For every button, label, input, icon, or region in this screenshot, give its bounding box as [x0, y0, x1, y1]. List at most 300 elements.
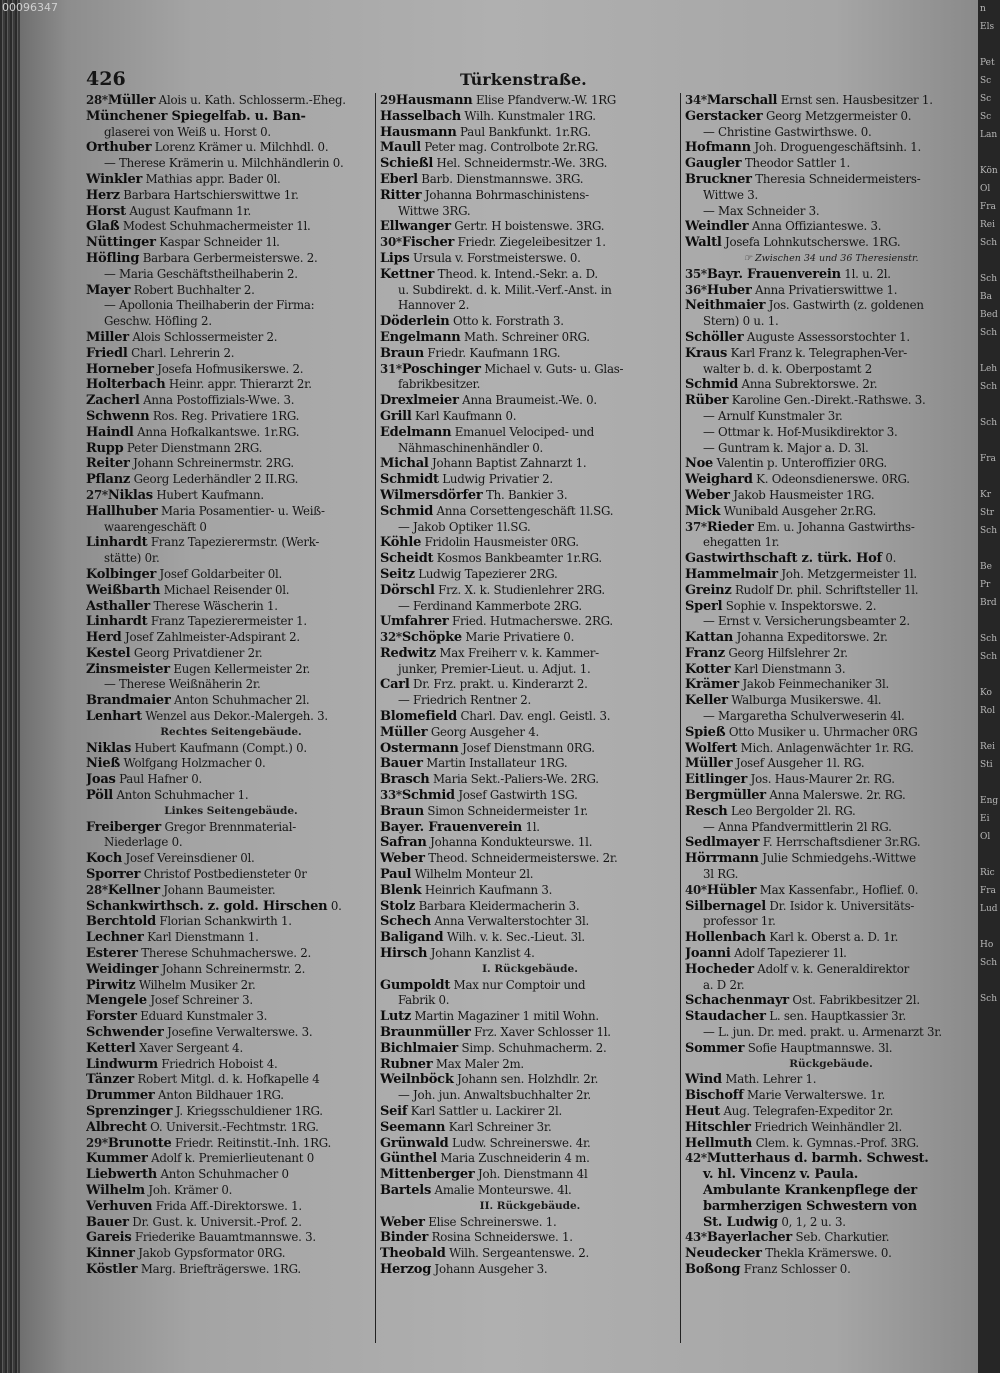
- directory-entry: [685, 867, 977, 883]
- directory-entry: [86, 314, 376, 330]
- house-number: 43*: [685, 1230, 707, 1245]
- directory-entry: [86, 914, 376, 930]
- directory-entry: [86, 835, 376, 851]
- resident-details: Max Freiherr v. k. Kammer-: [435, 645, 599, 660]
- resident-name: Liebwerth: [86, 1167, 157, 1183]
- directory-entry: [685, 693, 977, 709]
- facing-page-fragment: n: [980, 4, 986, 14]
- directory-entry: [86, 377, 376, 393]
- resident-details: Barbara Gerbermeisterswe. 2.: [139, 250, 318, 265]
- directory-entry: [380, 188, 680, 204]
- directory-entry: [380, 520, 680, 536]
- directory-entry: [685, 156, 977, 172]
- resident-details: Joh. Dienstmann 4l: [474, 1167, 588, 1182]
- resident-details: Johann Kanzlist 4.: [427, 946, 535, 961]
- resident-name: Wilmersdörfer: [380, 487, 483, 503]
- directory-entry: [86, 346, 376, 362]
- resident-details: Kosmos Bankbeamter 1r.RG.: [433, 551, 602, 566]
- facing-page-fragment: Rei: [980, 220, 995, 230]
- resident-name: Theobald: [380, 1246, 446, 1262]
- resident-details: fabrikbesitzer.: [398, 377, 481, 392]
- directory-entry: [380, 772, 680, 788]
- column-1: [86, 93, 376, 1363]
- facing-page-fragment: [978, 36, 1000, 54]
- resident-name: Pflanz: [86, 472, 131, 488]
- facing-page-fragment: [978, 972, 1000, 990]
- resident-name: Sommer: [685, 1040, 745, 1056]
- facing-page-fragment: Fra: [980, 454, 996, 464]
- resident-details: Josef Goldarbeiter 0l.: [156, 566, 283, 581]
- directory-entry: [86, 1072, 376, 1088]
- directory-entry: [86, 1104, 376, 1120]
- section-heading: Rechtes Seitengebäude.: [160, 725, 302, 738]
- resident-details: — Ferdinand Kammerbote 2RG.: [398, 598, 582, 613]
- resident-name: Engelmann: [380, 329, 461, 345]
- resident-details: Dr. Gust. k. Universit.-Prof. 2.: [128, 1214, 302, 1229]
- column-rule: [680, 93, 681, 1343]
- directory-entry: [380, 488, 680, 504]
- resident-name: Köstler: [86, 1261, 138, 1277]
- directory-entry: [380, 851, 680, 867]
- directory-entry: [86, 535, 376, 551]
- directory-entry: [86, 109, 376, 125]
- resident-details: Friedrich Weinhändler 2l.: [750, 1119, 902, 1134]
- directory-entry: [380, 140, 680, 156]
- resident-name: Heut: [685, 1104, 721, 1119]
- facing-page-fragment: Be: [980, 562, 992, 572]
- directory-entry: [380, 1072, 680, 1088]
- resident-name: Gastwirthschaft z. türk. Hof: [685, 551, 882, 567]
- directory-entry: [685, 314, 977, 330]
- directory-entry: [86, 788, 376, 804]
- directory-entry: [685, 851, 977, 867]
- resident-name: Müller: [380, 724, 428, 740]
- directory-entry: [685, 583, 977, 599]
- directory-entry: [380, 930, 680, 946]
- directory-entry: [380, 978, 680, 994]
- resident-name: Tänzer: [86, 1072, 134, 1088]
- resident-details: u. Subdirekt. d. k. Milit.-Verf.-Anst. in: [398, 282, 612, 297]
- resident-details: Josefa Lohnkutscherswe. 1RG.: [721, 235, 901, 250]
- directory-entry: [86, 662, 376, 678]
- directory-entry: [380, 1025, 680, 1041]
- directory-entry: [86, 1167, 376, 1183]
- directory-entry: [685, 472, 977, 488]
- resident-details: 3l RG.: [703, 867, 739, 882]
- resident-name: Stolz: [380, 898, 416, 914]
- resident-details: Therese Wäscherin 1.: [150, 598, 278, 613]
- resident-details: Josefa Hofmusikerswe. 2.: [153, 361, 304, 376]
- resident-name: Schmid: [380, 503, 434, 519]
- directory-entry: [380, 1167, 680, 1183]
- resident-name: Herd: [86, 630, 122, 646]
- resident-details: Wunibald Ausgeher 2r.RG.: [720, 503, 876, 518]
- resident-name: Kattan: [685, 630, 734, 646]
- resident-name: Zacherl: [86, 393, 140, 409]
- directory-entry: [380, 788, 680, 804]
- resident-details: Anton Schuhmacher 1.: [112, 788, 249, 803]
- resident-details: Paul Hafner 0.: [115, 772, 203, 787]
- directory-entry: [86, 1230, 376, 1246]
- resident-details: — Margaretha Schulverweserin 4l.: [703, 709, 905, 724]
- directory-entry: [380, 599, 680, 615]
- directory-entry: [86, 677, 376, 693]
- directory-entry: [685, 1262, 977, 1278]
- resident-name: Rieder: [706, 519, 754, 535]
- directory-entry: [380, 583, 680, 599]
- directory-entry: [86, 267, 376, 283]
- facing-page-edge: [978, 0, 1000, 1373]
- directory-entry: [685, 614, 977, 630]
- resident-details: Clem. k. Gymnas.-Prof. 3RG.: [752, 1135, 919, 1150]
- resident-details: Michael v. Guts- u. Glas-: [480, 361, 624, 376]
- house-number: 29*: [86, 1135, 108, 1150]
- resident-details: Alois u. Kath. Schlosserm.-Eheg.: [155, 93, 346, 107]
- directory-entry: [380, 1183, 680, 1199]
- facing-page-fragment: Ei: [980, 814, 990, 824]
- resident-details: Johanna Expeditorswe. 2r.: [733, 630, 888, 645]
- resident-name: Mutterhaus d. barmh. Schwest.: [706, 1151, 929, 1167]
- resident-details: Auguste Assessorstochter 1.: [743, 329, 910, 344]
- directory-entry: [380, 899, 680, 915]
- resident-details: Friedr. Ziegeleibesitzer 1.: [454, 235, 606, 250]
- directory-entry: [380, 1262, 680, 1278]
- directory-entry: [685, 677, 977, 693]
- facing-page-fragment: Ho: [980, 940, 994, 950]
- resident-details: 0.: [881, 551, 897, 566]
- resident-name: Glaß: [86, 219, 120, 235]
- directory-entry: [685, 298, 977, 314]
- resident-name: Bichlmaier: [380, 1040, 458, 1056]
- directory-entry: [380, 883, 680, 899]
- resident-details: 1l. u. 2l.: [840, 266, 891, 281]
- resident-name: Ambulante Krankenpflege der: [703, 1182, 917, 1198]
- resident-name: Köhle: [380, 535, 422, 551]
- resident-details: Peter Dienstmann 2RG.: [123, 440, 263, 455]
- resident-details: F. Herrschaftsdiener 3r.RG.: [759, 835, 921, 850]
- resident-details: Niederlage 0.: [104, 835, 183, 850]
- directory-entry: [685, 1104, 977, 1120]
- resident-name: Paul: [380, 867, 412, 883]
- resident-details: Theresia Schneidermeisters-: [751, 171, 921, 186]
- resident-details: Heinr. appr. Thierarzt 2r.: [165, 377, 312, 392]
- resident-name: Schöpke: [401, 630, 462, 646]
- resident-details: 0, 1, 2 u. 3.: [777, 1214, 846, 1229]
- directory-entry: [86, 472, 376, 488]
- resident-details: Th. Bankier 3.: [482, 487, 568, 502]
- directory-entry: [86, 567, 376, 583]
- directory-entry: [685, 283, 977, 299]
- directory-page: [20, 0, 978, 1373]
- facing-page-fragment: Sch: [980, 652, 998, 662]
- directory-entry: [86, 630, 376, 646]
- resident-name: Sedlmayer: [685, 835, 760, 851]
- resident-details: Ludwig Tapezierer 2RG.: [414, 566, 558, 581]
- directory-entry: [685, 756, 977, 772]
- resident-name: Gaugler: [685, 156, 742, 172]
- directory-entry: [685, 140, 977, 156]
- resident-name: Kummer: [86, 1151, 148, 1167]
- resident-name: Eberl: [380, 171, 418, 187]
- directory-entry: [86, 1215, 376, 1231]
- column-2: [380, 93, 680, 1363]
- resident-name: Verhuven: [86, 1198, 153, 1214]
- resident-name: Franz: [685, 645, 725, 661]
- resident-name: Wilhelm: [86, 1182, 145, 1198]
- directory-entry: [380, 283, 680, 299]
- directory-entry: [380, 235, 680, 251]
- facing-page-fragment: [978, 144, 1000, 162]
- resident-details: Franz Tapezierermstr. (Werk-: [147, 535, 320, 550]
- directory-entry: [685, 946, 977, 962]
- scan-id-label: 00096347: [2, 1, 58, 14]
- resident-name: Bartels: [380, 1182, 432, 1198]
- resident-name: Wind: [685, 1072, 722, 1088]
- facing-page-fragment: [978, 612, 1000, 630]
- resident-details: — Anna Pfandvermittlerin 2l RG.: [703, 819, 892, 834]
- resident-details: — Jakob Optiker 1l.SG.: [398, 519, 531, 534]
- resident-details: Lorenz Krämer u. Milchhdl. 0.: [151, 140, 329, 155]
- resident-details: Emanuel Velociped- und: [451, 424, 595, 439]
- resident-details: Stern) 0 u. 1.: [703, 314, 779, 329]
- section-heading: Rückgebäude.: [789, 1057, 873, 1070]
- resident-details: Wittwe 3.: [703, 187, 759, 202]
- resident-details: — L. jun. Dr. med. prakt. u. Armenarzt 3r.: [703, 1025, 942, 1040]
- resident-details: — Arnulf Kunstmaler 3r.: [703, 408, 843, 423]
- resident-details: Hannover 2.: [398, 298, 470, 313]
- resident-details: Wolfgang Holzmacher 0.: [119, 756, 266, 771]
- resident-details: Anna Malerswe. 2r. RG.: [765, 788, 906, 803]
- resident-name: Gareis: [86, 1230, 132, 1246]
- resident-details: Rosina Schneiderswe. 1.: [428, 1230, 573, 1245]
- house-number: 27*: [86, 487, 108, 502]
- directory-entry: [380, 251, 680, 267]
- resident-name: Horneber: [86, 361, 154, 377]
- resident-name: Waltl: [685, 235, 722, 251]
- resident-details: 1l.: [521, 819, 540, 834]
- page-number: 426: [86, 68, 126, 90]
- resident-details: Seb. Charkutier.: [792, 1230, 890, 1245]
- resident-name: Kestel: [86, 645, 131, 661]
- resident-details: Maria Posamentier- u. Weiß-: [157, 503, 325, 518]
- resident-name: Scheidt: [380, 551, 434, 567]
- resident-name: Gumpoldt: [380, 977, 451, 993]
- directory-entry: [86, 962, 376, 978]
- resident-details: Ludwig Privatier 2.: [438, 472, 553, 487]
- resident-name: Linhardt: [86, 614, 148, 630]
- resident-details: Otto Musiker u. Uhrmacher 0RG: [725, 724, 918, 739]
- resident-details: stätte) 0r.: [104, 551, 160, 566]
- directory-entry: [685, 930, 977, 946]
- resident-name: Umfahrer: [380, 614, 449, 630]
- directory-entry: [86, 820, 376, 836]
- resident-name: Schech: [380, 914, 431, 930]
- resident-name: Hübler: [706, 882, 757, 898]
- resident-details: a. D 2r.: [703, 977, 745, 992]
- resident-name: Keller: [685, 693, 728, 709]
- resident-name: Brasch: [380, 772, 430, 788]
- directory-entry: [685, 630, 977, 646]
- directory-entry: [86, 646, 376, 662]
- resident-name: Staudacher: [685, 1009, 766, 1025]
- resident-details: Karl Kaufmann 0.: [411, 408, 517, 423]
- resident-details: August Kaufmann 1r.: [125, 203, 252, 218]
- resident-name: Friedl: [86, 345, 128, 361]
- directory-entry: [380, 172, 680, 188]
- directory-entry: [380, 741, 680, 757]
- resident-details: L. sen. Hauptkassier 3r.: [765, 1009, 906, 1024]
- resident-name: Joanni: [685, 946, 731, 962]
- directory-entry: [86, 883, 376, 899]
- facing-page-fragment: Sch: [980, 634, 998, 644]
- resident-details: Georg Hilfslehrer 2r.: [724, 645, 848, 660]
- facing-page-fragment: Sch: [980, 328, 998, 338]
- resident-details: Wenzel aus Dekor.-Malergeh. 3.: [141, 709, 328, 724]
- resident-details: Friederike Bauamtmannswe. 3.: [131, 1230, 316, 1245]
- resident-name: Weilnböck: [380, 1072, 454, 1088]
- facing-page-fragment: [978, 396, 1000, 414]
- resident-details: Marie Privatiere 0.: [461, 630, 575, 645]
- directory-entry: [86, 393, 376, 409]
- directory-entry: [685, 425, 977, 441]
- directory-entry: [380, 835, 680, 851]
- resident-details: Josef Dienstmann 0RG.: [458, 740, 595, 755]
- directory-entry: [685, 993, 977, 1009]
- directory-entry: [380, 1246, 680, 1262]
- directory-entry: [685, 488, 977, 504]
- directory-entry: [380, 1215, 680, 1231]
- resident-details: Mich. Anlagenwächter 1r. RG.: [737, 740, 914, 755]
- resident-details: Paul Bankfunkt. 1r.RG.: [456, 124, 591, 139]
- resident-details: Jos. Haus-Maurer 2r. RG.: [747, 772, 895, 787]
- directory-entry: [380, 1088, 680, 1104]
- resident-name: Rüber: [685, 393, 729, 409]
- resident-name: Schmid: [685, 377, 739, 393]
- resident-name: Brandmaier: [86, 693, 171, 709]
- directory-entry: [685, 741, 977, 757]
- facing-page-fragment: Kön: [980, 166, 998, 176]
- resident-details: Theod. k. Intend.-Sekr. a. D.: [434, 266, 598, 281]
- directory-entry: [685, 788, 977, 804]
- resident-name: Neithmaier: [685, 298, 766, 314]
- directory-entry: [685, 835, 977, 851]
- resident-name: Weber: [380, 851, 425, 867]
- resident-name: Nieß: [86, 756, 120, 772]
- directory-entry: [86, 219, 376, 235]
- resident-details: Adolf k. Premierlieutenant 0: [147, 1151, 315, 1166]
- resident-details: Xaver Sergeant 4.: [135, 1040, 243, 1055]
- resident-details: professor 1r.: [703, 914, 776, 929]
- directory-entry: [380, 551, 680, 567]
- directory-entry: [86, 235, 376, 251]
- resident-name: Bergmüller: [685, 788, 766, 804]
- resident-name: Schwender: [86, 1025, 164, 1041]
- resident-details: Franz Schlosser 0.: [740, 1261, 851, 1276]
- resident-name: Sperl: [685, 598, 723, 614]
- resident-details: Jakob Gypsformator 0RG.: [134, 1246, 286, 1261]
- directory-entry: [380, 409, 680, 425]
- resident-details: Joh. Krämer 0.: [144, 1182, 233, 1197]
- facing-page-fragment: Sch: [980, 994, 998, 1004]
- directory-entry: [86, 188, 376, 204]
- directory-entry: [86, 978, 376, 994]
- resident-name: Braun: [380, 345, 424, 361]
- directory-entry: [380, 614, 680, 630]
- facing-page-fragment: Eng: [980, 796, 999, 806]
- directory-entry: [86, 362, 376, 378]
- resident-details: Johann Schreinermstr. 2.: [158, 961, 306, 976]
- resident-details: Ost. Fabrikbesitzer 2l.: [788, 993, 920, 1008]
- directory-entry: [86, 172, 376, 188]
- resident-name: Gerstacker: [685, 108, 763, 124]
- resident-details: Georg Lederhändler 2 II.RG.: [130, 472, 299, 487]
- directory-entry: [86, 867, 376, 883]
- facing-page-fragment: Sc: [980, 94, 992, 104]
- resident-name: Drexlmeier: [380, 393, 459, 409]
- facing-page-fragment: Ol: [980, 184, 991, 194]
- resident-details: Anton Schuhmacher 2l.: [170, 693, 310, 708]
- resident-details: Anton Bildhauer 1RG.: [154, 1088, 284, 1103]
- resident-details: Max Maler 2m.: [432, 1056, 524, 1071]
- directory-entry: [380, 441, 680, 457]
- resident-details: Karl Sattler u. Lackirer 2l.: [407, 1104, 562, 1118]
- resident-details: Alois Schlossermeister 2.: [128, 329, 278, 344]
- resident-details: Barbara Hartschierswittwe 1r.: [119, 187, 299, 202]
- facing-page-fragment: Sc: [980, 112, 992, 122]
- resident-name: Ostermann: [380, 740, 459, 756]
- directory-entry: [380, 1136, 680, 1152]
- resident-name: Schachenmayr: [685, 993, 789, 1009]
- resident-details: Robert Mitgl. d. k. Hofkapelle 4: [133, 1072, 320, 1087]
- directory-entry: [380, 298, 680, 314]
- directory-entry: [380, 946, 680, 962]
- resident-details: Peter mag. Controlbote 2r.RG.: [420, 140, 599, 155]
- directory-entry: [685, 883, 977, 899]
- resident-details: Josef Ausgeher 1l. RG.: [732, 756, 865, 771]
- resident-details: Mathias appr. Bader 0l.: [142, 171, 281, 186]
- directory-entry: [380, 662, 680, 678]
- house-number: 33*: [380, 788, 402, 803]
- directory-entry: [86, 599, 376, 615]
- resident-details: Nähmaschinenhändler 0.: [398, 440, 544, 455]
- resident-details: Georg Privatdiener 2r.: [130, 645, 263, 660]
- resident-details: Karl Dienstmann 1.: [143, 930, 259, 945]
- resident-name: Günthel: [380, 1151, 437, 1167]
- resident-details: Anna Offizianteswe. 3.: [748, 219, 882, 234]
- house-number: 34*: [685, 93, 707, 107]
- resident-name: Pirwitz: [86, 977, 136, 993]
- resident-name: Höfling: [86, 250, 140, 266]
- resident-name: Münchener Spiegelfab. u. Ban-: [86, 108, 306, 124]
- resident-name: Bruckner: [685, 171, 752, 187]
- facing-page-fragment: Kr: [980, 490, 992, 500]
- resident-details: Jakob Feinmechaniker 3l.: [738, 677, 889, 692]
- resident-name: Koch: [86, 851, 123, 867]
- directory-entry: [86, 251, 376, 267]
- resident-details: O. Universit.-Fechtmstr. 1RG.: [146, 1119, 319, 1134]
- facing-page-fragment: Sti: [980, 760, 993, 770]
- resident-name: Reiter: [86, 456, 130, 472]
- directory-entry: [685, 1009, 977, 1025]
- facing-page-fragment: Sch: [980, 958, 998, 968]
- resident-name: Blenk: [380, 882, 422, 898]
- resident-details: Anna Postoffizials-Wwe. 3.: [139, 393, 295, 408]
- directory-entry: [86, 156, 376, 172]
- directory-entry: [86, 1151, 376, 1167]
- resident-details: 0.: [327, 898, 342, 913]
- section-heading: I. Rückgebäude.: [482, 962, 578, 975]
- directory-entry: [685, 914, 977, 930]
